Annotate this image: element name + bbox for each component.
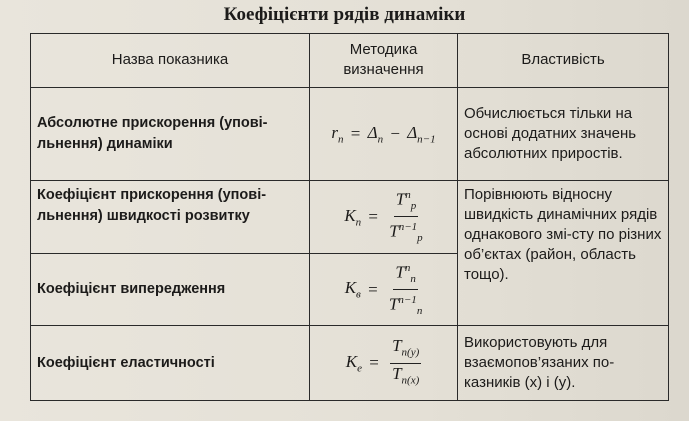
header-property: Властивість (458, 34, 669, 88)
indicator-property: Порівнюють відносну швидкість динамічних рядів однакового змі-сту по різних об’єктах (район, область тощо). (458, 181, 669, 326)
page-title: Коефіцієнти рядів динаміки (223, 4, 466, 25)
indicator-name: Коефіцієнт випередження (31, 253, 310, 326)
header-indicator-name: Назва показника (31, 34, 310, 88)
formula-advance-coefficient: $K_в$ = $\frac{T^n_n}{T^{n-1}_n}$ (310, 253, 458, 326)
formula-elasticity-coefficient: $K_e$ = $\frac{T_{n(y)}}{T_{n(x)}}$ (310, 326, 458, 401)
indicator-property: Використовують для взаємопов’язаних по-казників (x) і (y). (458, 326, 669, 401)
table-row (31, 87, 669, 180)
table-header-row (31, 34, 669, 88)
indicator-property: Обчислюється тільки на основі додатних значень абсолютних приростів. (458, 87, 669, 180)
indicator-name: Коефіцієнт прискорення (упові-льнення) швидкості розвитку (31, 181, 310, 254)
indicator-name: Абсолютне прискорення (упові-льнення) динаміки (31, 87, 310, 180)
formula-speed-coefficient: $K_n$ = $\frac{T^n_p}{T^{n-1}_p}$ (310, 181, 458, 254)
coefficients-table (30, 33, 669, 401)
formula-absolute-acceleration: $r_n = \Delta_n - \Delta_{n-1}$ (310, 87, 458, 180)
indicator-name: Коефіцієнт еластичності (31, 326, 310, 401)
header-method: Методика визначення (310, 34, 458, 88)
table-row (31, 181, 669, 254)
table-row (31, 326, 669, 401)
